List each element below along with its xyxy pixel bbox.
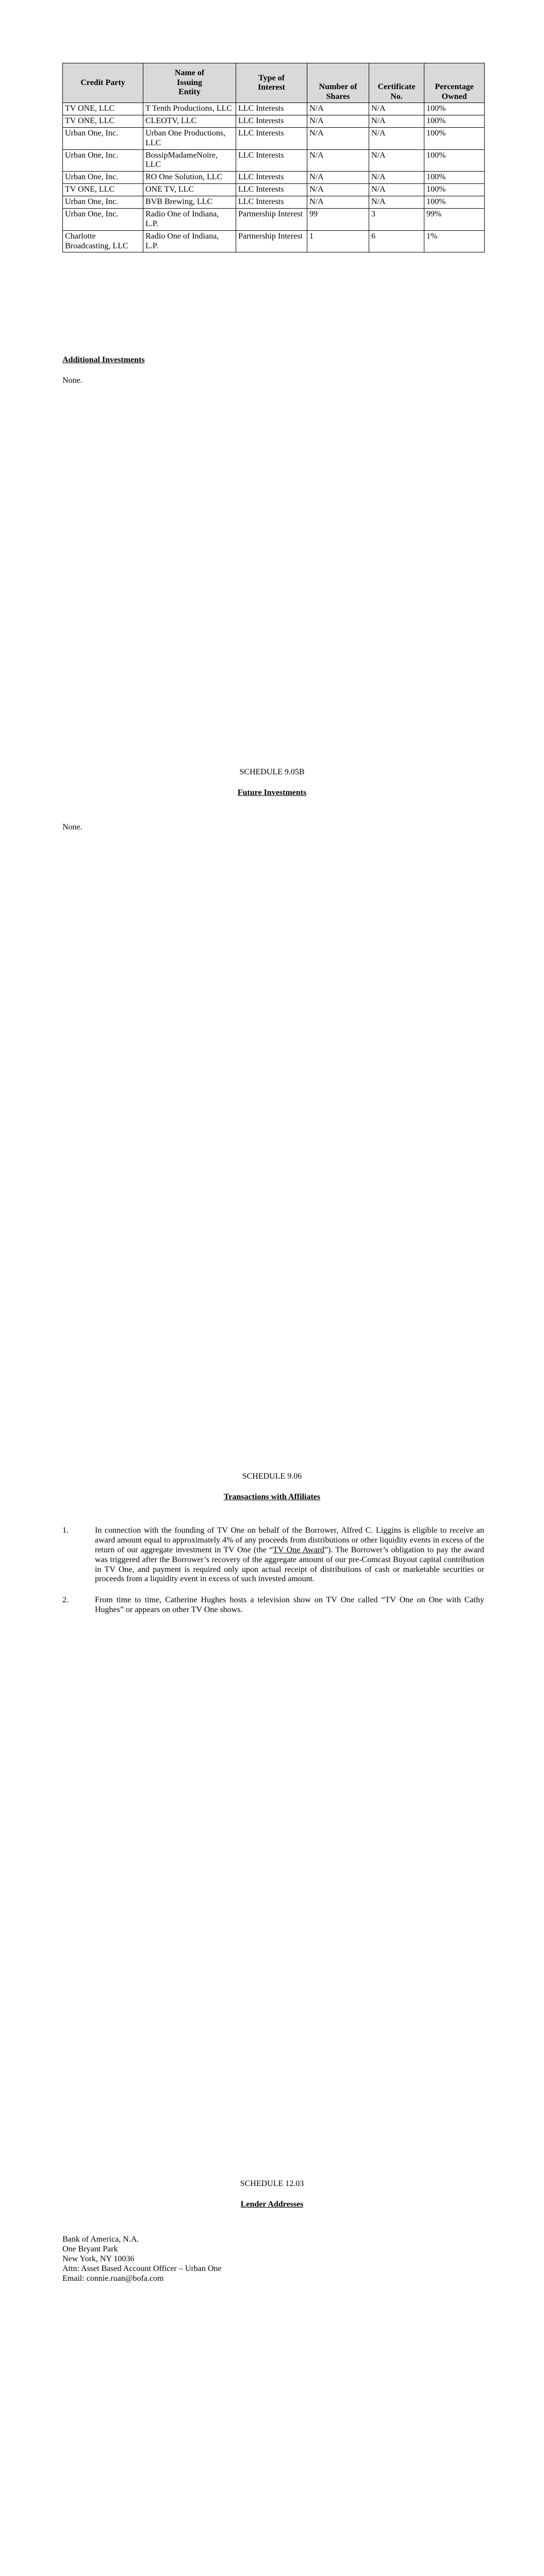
- cell-issuing-entity: Radio One of Indiana, L.P.: [143, 230, 236, 252]
- table-row: [63, 149, 485, 172]
- header-type-of-interest: Type of Interest: [236, 63, 307, 103]
- cell-number-of-shares: N/A: [307, 184, 369, 196]
- lender-address-block: [62, 2235, 222, 2283]
- cell-issuing-entity: RO One Solution, LLC: [143, 172, 236, 184]
- table-row: [63, 208, 485, 230]
- lender-city: New York, NY 10036: [62, 2254, 135, 2263]
- cell-certificate-no: N/A: [369, 149, 424, 172]
- cell-type-of-interest: Partnership Interest: [236, 230, 307, 252]
- cell-percentage-owned: 100%: [424, 184, 485, 196]
- cell-number-of-shares: N/A: [307, 103, 369, 115]
- schedule-1203-title: SCHEDULE 12.03: [240, 2179, 304, 2188]
- schedule-905b-subtitle: Future Investments: [237, 788, 307, 797]
- list-item-text: From time to time, Catherine Hughes hosts a television show on TV One called “TV One on One with Cathy Hughes” or appears on other TV One shows.: [95, 1596, 484, 1615]
- table-row: [63, 115, 485, 127]
- cell-percentage-owned: 100%: [424, 103, 485, 115]
- list-item-number: 1.: [62, 1526, 69, 1535]
- schedule-905b-text: None.: [62, 823, 83, 832]
- cell-credit-party: TV ONE, LLC: [63, 115, 143, 127]
- schedule-906-subtitle: Transactions with Affiliates: [223, 1493, 321, 1501]
- cell-type-of-interest: LLC Interests: [236, 184, 307, 196]
- cell-type-of-interest: LLC Interests: [236, 149, 307, 172]
- table-header-row: [63, 63, 485, 103]
- additional-investments-heading: Additional Investments: [62, 355, 145, 364]
- cell-percentage-owned: 100%: [424, 172, 485, 184]
- cell-type-of-interest: LLC Interests: [236, 127, 307, 149]
- cell-number-of-shares: N/A: [307, 172, 369, 184]
- cell-issuing-entity: T Tenth Productions, LLC: [143, 103, 236, 115]
- cell-issuing-entity: Urban One Productions, LLC: [143, 127, 236, 149]
- cell-number-of-shares: N/A: [307, 127, 369, 149]
- table-row: [63, 103, 485, 115]
- cell-number-of-shares: N/A: [307, 115, 369, 127]
- cell-issuing-entity: ONE TV, LLC: [143, 184, 236, 196]
- cell-percentage-owned: 100%: [424, 196, 485, 209]
- header-credit-party: Credit Party: [63, 63, 143, 103]
- lender-email: Email: connie.ruan@bofa.com: [62, 2274, 164, 2283]
- cell-number-of-shares: N/A: [307, 196, 369, 209]
- schedule-906-title: SCHEDULE 9.06: [242, 1472, 302, 1481]
- lender-street: One Bryant Park: [62, 2244, 118, 2253]
- schedule-905b-title: SCHEDULE 9.05B: [239, 768, 305, 776]
- cell-type-of-interest: LLC Interests: [236, 115, 307, 127]
- header-issuing-entity: Name of Issuing Entity: [143, 63, 236, 103]
- header-percentage-owned: Percentage Owned: [424, 63, 485, 103]
- list-item: [62, 1596, 484, 1615]
- list-item: [62, 1526, 484, 1584]
- cell-credit-party: TV ONE, LLC: [63, 184, 143, 196]
- cell-percentage-owned: 1%: [424, 230, 485, 252]
- cell-credit-party: Urban One, Inc.: [63, 127, 143, 149]
- cell-credit-party: TV ONE, LLC: [63, 103, 143, 115]
- investments-table: [62, 63, 485, 252]
- cell-number-of-shares: 99: [307, 208, 369, 230]
- list-item-number: 2.: [62, 1596, 69, 1605]
- cell-type-of-interest: LLC Interests: [236, 172, 307, 184]
- cell-certificate-no: N/A: [369, 172, 424, 184]
- table-row: [63, 230, 485, 252]
- header-certificate-no: Certificate No.: [369, 63, 424, 103]
- cell-certificate-no: N/A: [369, 184, 424, 196]
- cell-certificate-no: 3: [369, 208, 424, 230]
- table-row: [63, 172, 485, 184]
- cell-certificate-no: N/A: [369, 127, 424, 149]
- lender-name: Bank of America, N.A.: [62, 2235, 139, 2244]
- affiliate-transactions-list: [62, 1526, 484, 1626]
- cell-issuing-entity: BVB Brewing, LLC: [143, 196, 236, 209]
- cell-certificate-no: N/A: [369, 115, 424, 127]
- cell-number-of-shares: N/A: [307, 149, 369, 172]
- cell-certificate-no: N/A: [369, 103, 424, 115]
- cell-credit-party: Urban One, Inc.: [63, 196, 143, 209]
- defined-term-tv-one-award: TV One Award: [273, 1545, 324, 1554]
- cell-type-of-interest: LLC Interests: [236, 103, 307, 115]
- cell-credit-party: Urban One, Inc.: [63, 149, 143, 172]
- cell-number-of-shares: 1: [307, 230, 369, 252]
- cell-credit-party: Urban One, Inc.: [63, 172, 143, 184]
- table-row: [63, 196, 485, 209]
- cell-percentage-owned: 100%: [424, 149, 485, 172]
- cell-credit-party: Charlotte Broadcasting, LLC: [63, 230, 143, 252]
- cell-percentage-owned: 99%: [424, 208, 485, 230]
- cell-issuing-entity: CLEOTV, LLC: [143, 115, 236, 127]
- header-number-of-shares: Number of Shares: [307, 63, 369, 103]
- cell-percentage-owned: 100%: [424, 115, 485, 127]
- list-item-text: In connection with the founding of TV One on behalf of the Borrower, Alfred C. Liggins is eligible to receive an award amount equal to approximately 4% of any proceeds from distributions or other liquidity events in excess of the return of our aggregate investment in TV One (the “TV One Award”). The Borrower’s obligation to pay the award was triggered after the Borrower’s recovery of the aggregate amount of our pre-Comcast Buyout capital contribution in TV One, and payment is required only upon actual receipt of distributions of cash or marketable securities or proceeds from a liquidity event in excess of such invested amount.: [95, 1526, 484, 1584]
- table-row: [63, 127, 485, 149]
- cell-percentage-owned: 100%: [424, 127, 485, 149]
- cell-credit-party: Urban One, Inc.: [63, 208, 143, 230]
- schedule-1203-subtitle: Lender Addresses: [240, 2200, 304, 2209]
- lender-attention: Attn: Asset Based Account Officer – Urban One: [62, 2264, 222, 2273]
- cell-issuing-entity: Radio One of Indiana, L.P.: [143, 208, 236, 230]
- cell-type-of-interest: Partnership Interest: [236, 208, 307, 230]
- cell-certificate-no: 6: [369, 230, 424, 252]
- cell-issuing-entity: BossipMadameNoire, LLC: [143, 149, 236, 172]
- cell-type-of-interest: LLC Interests: [236, 196, 307, 209]
- additional-investments-text: None.: [62, 376, 83, 385]
- cell-certificate-no: N/A: [369, 196, 424, 209]
- table-row: [63, 184, 485, 196]
